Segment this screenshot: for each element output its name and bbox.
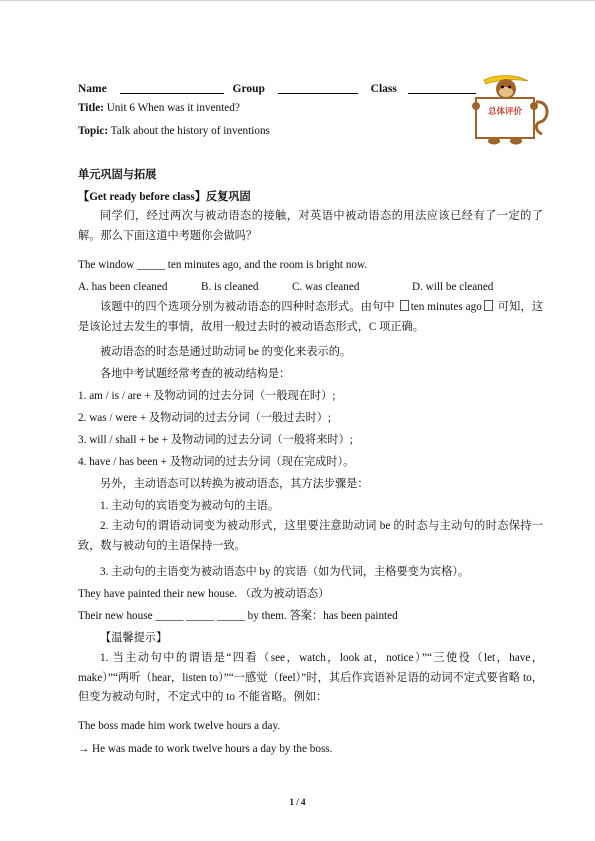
example-active: They have painted their new house. （改为被动语态） — [78, 588, 330, 600]
class-label: Class — [370, 83, 397, 95]
step-1: 1. 主动句的宾语变为被动句的主语。 — [100, 500, 280, 512]
question-text: The window _____ ten minutes ago, and the room is bright now. — [78, 259, 368, 271]
explanation-pre: 该题中的四个选项分别为被动语态的四种时态形式。由句中 — [100, 301, 398, 313]
group-label: Group — [232, 83, 265, 95]
structure-item: 3. will / shall + be + 及物动词的过去分词（一般将来时）; — [78, 434, 353, 446]
option-c: C. was cleaned — [292, 281, 360, 293]
missing-glyph-box — [484, 300, 493, 311]
example-passive: Their new house _____ _____ _____ by them. 答案：has been painted — [78, 610, 398, 622]
explanation-paragraph — [78, 298, 543, 337]
section-heading: 单元巩固与拓展 — [78, 169, 157, 181]
tip-1: 1. 当主动句中的谓语是“四看（see，watch，look at，notice）”“三使役（let，have，make）”“两听（hear，listen to）”“一感觉（feel）”时，其后作宾语补足语的动词不定式要省略 to，但变为被动句时，不定式中的 to 不能省略。例如： — [78, 652, 543, 703]
name-label: Name — [78, 83, 107, 95]
group-blank — [278, 82, 358, 94]
top-border — [0, 0, 595, 1]
explanation-quote: ten minutes ago — [410, 301, 482, 313]
tense-note: 被动语态的时态是通过助动词 be 的变化来表示的。 — [100, 346, 352, 358]
step-2: 2. 主动句的谓语动词变为被动形式，这里要注意助动词 be 的时态与主动句的时态保持一致，数与被动句的主语保持一致。 — [78, 520, 543, 552]
title-line — [78, 101, 240, 115]
structure-item: 4. have / has been + 及物动词的过去分词（现在完成时）。 — [78, 456, 355, 468]
step-3: 3. 主动句的主语变为被动语态中 by 的宾语（如为代词，主格要变为宾格）。 — [100, 566, 470, 578]
option-d: D. will be cleaned — [412, 281, 494, 293]
tip-heading: 【温馨提示】 — [100, 632, 168, 644]
name-blank — [120, 82, 224, 94]
title-label: Title: — [78, 102, 104, 114]
missing-glyph-box — [400, 300, 409, 311]
example2-active: The boss made him work twelve hours a day. — [78, 720, 281, 732]
example2-passive: → He was made to work twelve hours a day by the boss. — [78, 743, 333, 755]
topic-label: Topic: — [78, 125, 109, 137]
badge-text: 总体评价 — [487, 107, 523, 117]
intro-paragraph: 同学们，经过两次与被动语态的接触，对英语中被动语态的用法应该已经有了一定的了解。那么下面这道中考题你会做吗？ — [78, 210, 543, 242]
section-subheading: 【Get ready before class】反复巩固 — [78, 191, 251, 203]
title-value: Unit 6 When was it invented? — [106, 102, 240, 114]
structure-item: 1. am / is / are + 及物动词的过去分词（一般现在时）; — [78, 390, 336, 402]
topic-value: Talk about the history of inventions — [110, 125, 270, 137]
option-b: B. is cleaned — [201, 281, 259, 293]
steps-intro: 另外，主动语态可以转换为被动语态，其方法步骤是： — [100, 478, 369, 490]
option-a: A. has been cleaned — [78, 281, 168, 293]
page-number: 1 / 4 — [289, 797, 306, 807]
header-fields — [78, 82, 476, 95]
topic-line — [78, 124, 270, 138]
explanation-post: 可知，这是该论过去发生的事情，故用一般过去时的被动语态形式，C 项正确。 — [78, 301, 543, 333]
structure-item: 2. was / were + 及物动词的过去分词（一般过去时）; — [78, 412, 332, 424]
structures-intro: 各地中考试题经常考查的被动结构是： — [100, 368, 291, 380]
monkey-evaluation-badge — [466, 72, 552, 146]
